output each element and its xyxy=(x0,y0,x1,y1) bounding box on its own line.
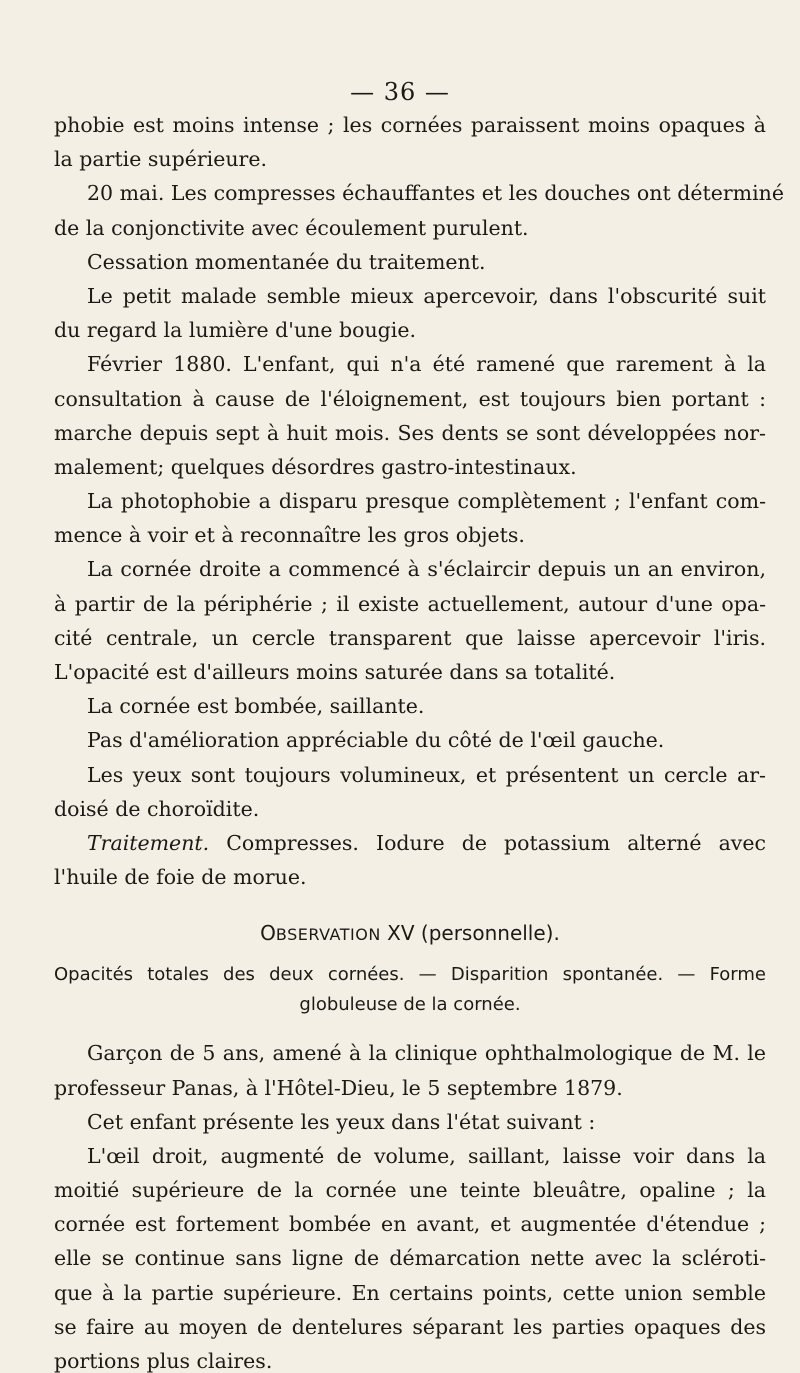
text-line: mence à voir et à reconnaître les gros objets. xyxy=(54,523,525,548)
text-line: que à la partie supérieure. En certains points, cette union semble xyxy=(54,1280,766,1305)
observation-heading xyxy=(54,916,766,950)
text-line: Les yeux sont toujours volumineux, et présentent un cercle ar- xyxy=(87,762,766,787)
text-line: consultation à cause de l'éloignement, est toujours bien portant : xyxy=(54,386,766,411)
text-line: Le petit malade semble mieux apercevoir, dans l'obscurité suit xyxy=(87,283,766,308)
observation-rest: XV (personnelle). xyxy=(380,921,560,946)
text-line: Février 1880. L'enfant, qui n'a été ramené que rarement à la xyxy=(87,352,766,377)
page-body xyxy=(54,108,784,1373)
text-line: phobie est moins intense ; les cornées paraissent moins opaques à xyxy=(54,113,766,137)
page-number: — 36 — xyxy=(350,78,450,106)
text-line: La photophobie a disparu presque complètement ; l'enfant com- xyxy=(87,489,766,514)
text-line: marche depuis sept à huit mois. Ses dents se sont développées nor- xyxy=(54,420,766,445)
text-line: Cessation momentanée du traitement. xyxy=(87,249,486,274)
text-line: cornée est fortement bombée en avant, et augmentée d'étendue ; xyxy=(54,1212,766,1237)
text-line xyxy=(54,826,766,860)
text-line: L'opacité est d'ailleurs moins saturée dans sa totalité. xyxy=(54,660,616,684)
traitement-text: Compresses. Iodure de potassium alterné avec xyxy=(209,830,766,855)
text-line: malement; quelques désordres gastro-intestinaux. xyxy=(54,454,577,479)
text-line: Garçon de 5 ans, amené à la clinique ophthalmologique de M. le xyxy=(87,1041,766,1066)
traitement-label: Traitement. xyxy=(87,830,210,855)
observation-summary: Opacités totales des deux cornées. — Disparition spontanée. — Forme xyxy=(54,964,766,986)
text-line: 20 mai. Les compresses échauffantes et les douches ont déterminé xyxy=(87,181,784,206)
observation-summary: globuleuse de la cornée. xyxy=(299,994,521,1016)
text-line: se faire au moyen de dentelures séparant les parties opaques des xyxy=(54,1314,766,1339)
text-line: professeur Panas, à l'Hôtel-Dieu, le 5 septembre 1879. xyxy=(54,1075,623,1100)
text-line: L'œil droit, augmenté de volume, saillant, laisse voir dans la xyxy=(87,1143,766,1168)
text-line: doisé de choroïdite. xyxy=(54,796,260,821)
text-line: de la conjonctivite avec écoulement purulent. xyxy=(54,215,529,240)
observation-initial: O xyxy=(260,921,276,946)
text-line: moitié supérieure de la cornée une teinte bleuâtre, opaline ; la xyxy=(54,1178,766,1203)
text-line: La cornée est bombée, saillante. xyxy=(87,694,425,719)
text-line: La cornée droite a commencé à s'éclaircir depuis un an environ, xyxy=(87,557,766,582)
text-line: elle se continue sans ligne de démarcation nette avec la scléroti- xyxy=(54,1246,766,1271)
text-line: à partir de la périphérie ; il existe actuellement, autour d'une opa- xyxy=(54,591,766,616)
text-line: portions plus claires. xyxy=(54,1349,273,1373)
text-line: cité centrale, un cercle transparent que laisse apercevoir l'iris. xyxy=(54,625,766,650)
text-line: du regard la lumière d'une bougie. xyxy=(54,318,416,343)
text-line: l'huile de foie de morue. xyxy=(54,865,307,890)
text-line: Pas d'amélioration appréciable du côté de l'œil gauche. xyxy=(87,728,665,753)
text-line: Cet enfant présente les yeux dans l'état suivant : xyxy=(87,1109,596,1134)
observation-small-caps: BSERVATION xyxy=(275,925,381,945)
text-line: la partie supérieure. xyxy=(54,147,267,172)
